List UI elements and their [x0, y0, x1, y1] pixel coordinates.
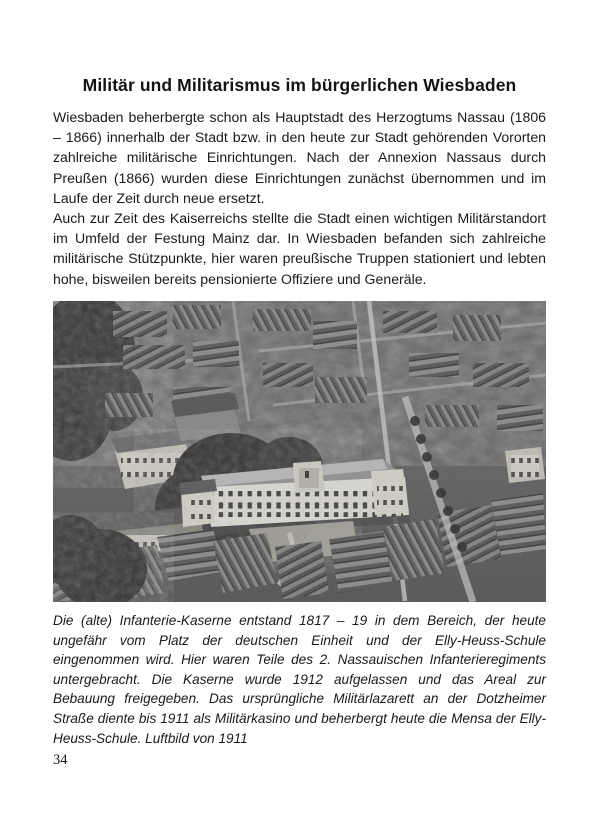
- page-number: 34: [53, 752, 68, 768]
- aerial-photograph: [53, 301, 546, 602]
- aerial-photograph-image: [53, 301, 546, 602]
- figure-caption-text: Die (alte) Infanterie-Kaserne entstand 1817 – 19 in dem Bereich, der heute ungefähr vom Platz der deutschen Einheit und der Elly-Heuss-Schule eingenommen wird. Hier waren Teile des 2. Nassauischen Infanterieregiments untergebracht. Die Kaserne wurde 1912 aufgelassen und das Areal zur Bebauung freigegeben. Das ursprüngliche Militärlazarett an der Dotzheimer Straße diente bis 1911 als Militärkasino und beherbergt heute die Mensa der Elly-Heuss-Schule. Luftbild von 1911: [53, 613, 546, 746]
- figure-caption: [53, 611, 546, 748]
- paragraph-intro: Wiesbaden beherbergte schon als Hauptstadt des Herzogtums Nassau (1806 – 1866) innerhalb der Stadt bzw. in den heute zur Stadt gehörenden Vororten zahlreiche militärische Einrichtungen. Nach der Annexion Nassaus durch Preußen (1866) wurden diese Einrichtungen zunächst übernommen und im Laufe der Zeit durch neue ersetzt.: [53, 109, 546, 206]
- page-title: Militär und Militarismus im bürgerlichen Wiesbaden: [82, 74, 517, 95]
- paragraph-kaiserreich: Auch zur Zeit des Kaiserreichs stellte die Stadt einen wichtigen Militärstandort im Umfeld der Festung Mainz dar. In Wiesbaden befanden sich zahlreiche militärische Stützpunkte, hier waren preußische Truppen stationiert und lebten hohe, bisweilen bereits pensionierte Offiziere und Generäle.: [53, 210, 546, 287]
- body-text-block: [53, 107, 546, 289]
